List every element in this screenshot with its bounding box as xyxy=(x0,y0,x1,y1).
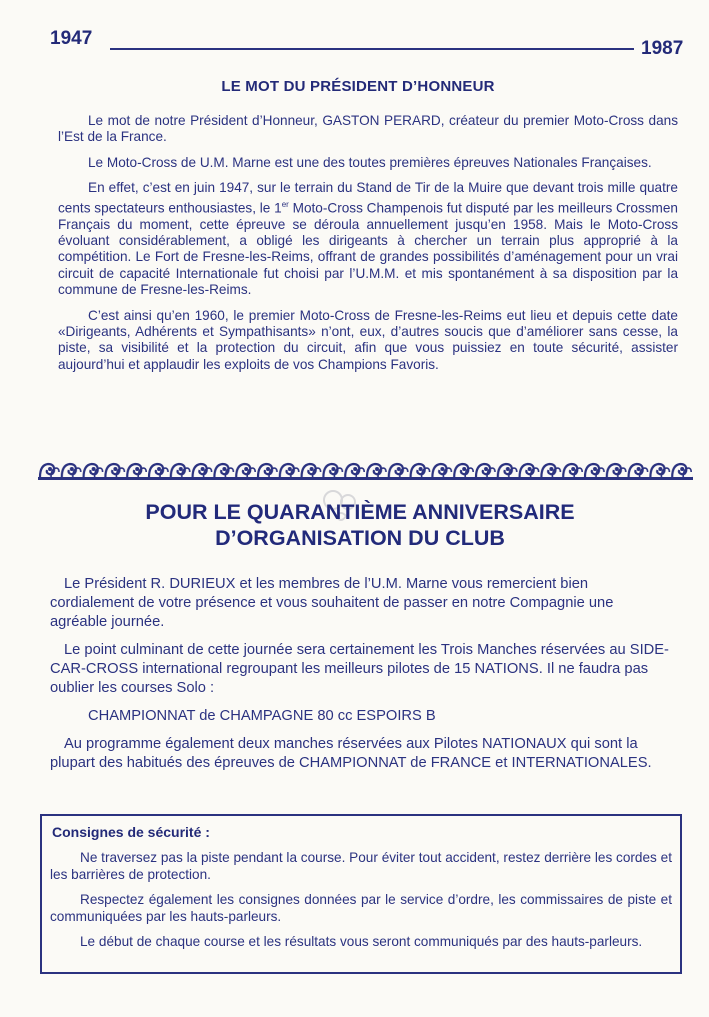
header-rule xyxy=(110,48,634,50)
safety-title: Consignes de sécurité : xyxy=(52,824,210,840)
section1-paragraph-4: C’est ainsi qu’en 1960, le premier Moto-Cross de Fresne-les-Reims eut lieu et depuis cette date «Dirigeants, Adhérents et Sympathisants» n’ont, eux, d’autres soucis que d’améliorer sans cesse, la piste, sa visibilité et la protection du circuit, afin que vous puissiez en toute sécurité, assister aujourd’hui et applaudir les exploits de vos Champions Favoris. xyxy=(58,307,678,372)
section1-paragraph-3 xyxy=(58,180,678,298)
section2-championship-line: CHAMPIONNAT de CHAMPAGNE 80 cc ESPOIRS B xyxy=(88,708,436,724)
year-left: 1947 xyxy=(50,28,93,49)
safety-body xyxy=(50,850,672,960)
section2-title xyxy=(40,499,680,551)
section2-paragraph-1: Le Président R. DURIEUX et les membres de l’U.M. Marne vous remercient bien cordialement de votre présence et vous souhaitent de passer en notre Compagnie une agréable journée. xyxy=(50,576,614,630)
safety-box xyxy=(40,814,682,974)
ordinal-suffix: er xyxy=(281,199,289,209)
section1-paragraph-2: Le Moto-Cross de U.M. Marne est une des toutes premières épreuves Nationales Françaises. xyxy=(88,154,652,170)
p3-text-after: Moto-Cross Champenois fut disputé par les meilleurs Crossmen Français du moment, cette épreuve se déroula annuellement jusqu’en 1958. Mais le Moto-Cross évoluant considérablement, a obligé les dirigeants à chercher un terrain plus approprié à la compétition. Le Fort de Fresne-les-Reims, offrant de grandes possibilités d’aménagement pour un vrai circuit de capacité Internationale fut choisi par l’U.M.M. et mis spontanément à sa disposition par la commune de Fresne-les-Reims. xyxy=(58,200,678,298)
section2-title-line-2: D’ORGANISATION DU CLUB xyxy=(215,526,505,550)
p3-text-before: En effet, c’est en juin 1947, sur le terrain du Stand de Tir de la Muire que devant trois mille quatre cents spectateurs enthousiastes, le 1 xyxy=(58,180,678,216)
section2-title-line-1: POUR LE QUARANTIÈME ANNIVERSAIRE xyxy=(145,500,575,524)
section1-title: LE MOT DU PRÉSIDENT D’HONNEUR xyxy=(221,78,495,95)
section1-paragraph-1: Le mot de notre Président d’Honneur, GASTON PERARD, créateur du premier Moto-Cross dans l’Est de la France. xyxy=(58,113,678,145)
safety-paragraph-3: Le début de chaque course et les résultats vous seront communiqués par des hauts-parleurs. xyxy=(80,934,643,949)
year-right: 1987 xyxy=(641,38,684,59)
safety-paragraph-2: Respectez également les consignes données par le service d’ordre, les commissaires de piste et communiquées par les hauts-parleurs. xyxy=(50,892,672,924)
ornamental-border xyxy=(38,459,693,481)
section2-paragraph-2: Le point culminant de cette journée sera certainement les Trois Manches réservées au SIDE-CAR-CROSS international regroupant les meilleurs pilotes de 15 NATIONS. Il ne faudra pas oublier les courses Solo : xyxy=(50,642,669,696)
section1-body xyxy=(58,113,678,382)
section2-paragraph-4: Au programme également deux manches réservées aux Pilotes NATIONAUX qui sont la plupart des habitués des épreuves de CHAMPIONNAT de FRANCE et INTERNATIONALES. xyxy=(50,736,652,771)
safety-paragraph-1: Ne traversez pas la piste pendant la course. Pour éviter tout accident, restez derrière les cordes et les barrières de protection. xyxy=(50,850,672,882)
section2-body xyxy=(50,575,672,782)
